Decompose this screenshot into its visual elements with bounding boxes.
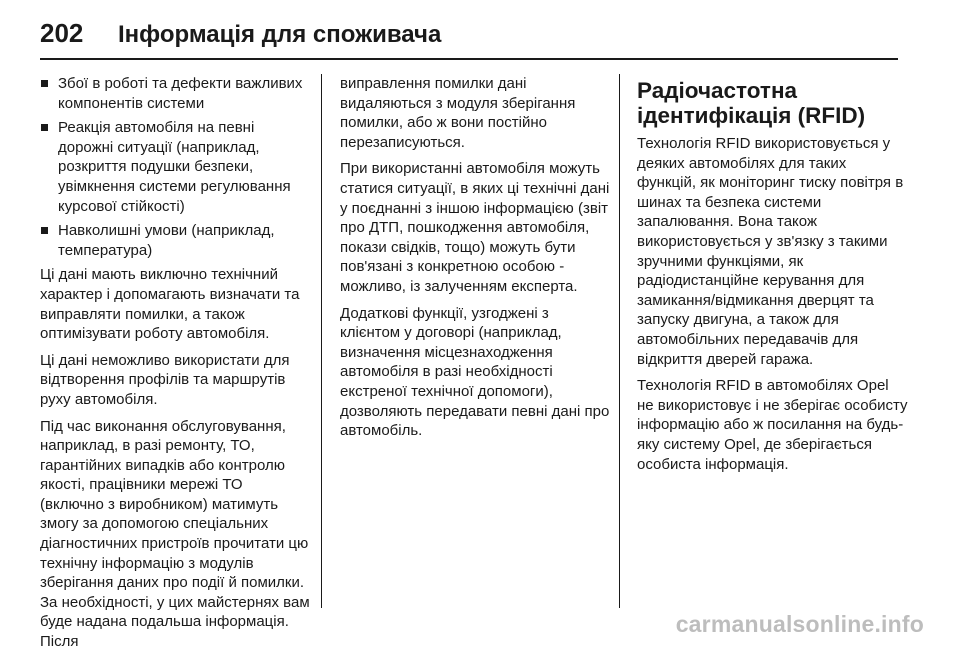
bullet-text: Реакція автомобіля на певні дорожні ситуації (наприклад, розкриття подушки безпеки, увімкнення системи регулювання курсової стійкості) <box>58 119 291 215</box>
paragraph: При використанні автомобіля можуть статися ситуації, в яких ці технічні дані у поєднанні з іншою інформацією (звіт про ДТП, пошкодження автомобіля, покази свідків, тощо) можуть бути пов'язані з конкретною особою - можливо, із залученням експерта. <box>340 160 610 295</box>
paragraph: Технологія RFID використовується у деяких автомобілях для таких функцій, як моніторинг тиску повітря в шинах та безпека системи запалювання. Вона також використовується у зв'язку з такими зручними функціями, як радіодистанційне керування для замикання/відмикання дверцят та запуску двигуна, а також для автомобільних передавачів для відкриття дверей гаража. <box>637 135 904 368</box>
list-item <box>40 74 310 113</box>
bullet-text: Навколишні умови (наприклад, температура) <box>58 222 275 259</box>
paragraph: Додаткові функції, узгоджені з клієнтом у договорі (наприклад, визначення місцезнаходження автомобіля в разі необхідності екстреної технічної допомоги), дозволяють передавати певні дані про автомобіль. <box>340 304 610 440</box>
rfid-heading: Радіочастотна ідентифікація (RFID) <box>637 78 866 128</box>
bullet-text: Збої в роботі та дефекти важливих компонентів системи <box>58 75 303 112</box>
page-number: 202 <box>40 18 84 48</box>
watermark: carmanualsonline.info <box>675 611 924 637</box>
square-bullet-icon <box>41 80 48 87</box>
header-rule <box>40 58 898 60</box>
paragraph: Під час виконання обслуговування, наприклад, в разі ремонту, ТО, гарантійних випадків або контролю якості, працівники мережі ТО (включно з виробником) матимуть змогу за допомогою спеціальних діагностичних пристроїв прочитати цю технічну інформацію з модулів зберігання даних про події й помилки. За необхідності, у цих майстернях вам буде надана подальша інформація. Після <box>40 417 310 651</box>
square-bullet-icon <box>41 124 48 131</box>
column-divider <box>619 74 620 608</box>
text-column-2 <box>340 74 610 448</box>
page-header <box>40 18 441 49</box>
list-item <box>40 118 310 216</box>
paragraph: Ці дані неможливо використати для відтворення профілів та маршрутів руху автомобіля. <box>40 351 290 408</box>
paragraph: Ці дані мають виключно технічний характер і допомагають визначати та виправляти помилки, а також оптимізувати роботу автомобіля. <box>40 266 300 343</box>
section-title: Інформація для споживача <box>118 21 442 48</box>
column-divider <box>321 74 322 608</box>
paragraph: Технологія RFID в автомобілях Opel не використовує і не зберігає особисту інформацію або ж посилання на будь-яку систему Opel, де зберігається особиста інформація. <box>637 377 908 473</box>
bullet-list <box>40 74 310 260</box>
text-column-3 <box>637 78 909 481</box>
square-bullet-icon <box>41 227 48 234</box>
list-item <box>40 221 310 260</box>
paragraph: виправлення помилки дані видаляються з модуля зберігання помилки, або ж вони постійно перезаписуються. <box>340 75 576 151</box>
text-column-1 <box>40 74 310 659</box>
